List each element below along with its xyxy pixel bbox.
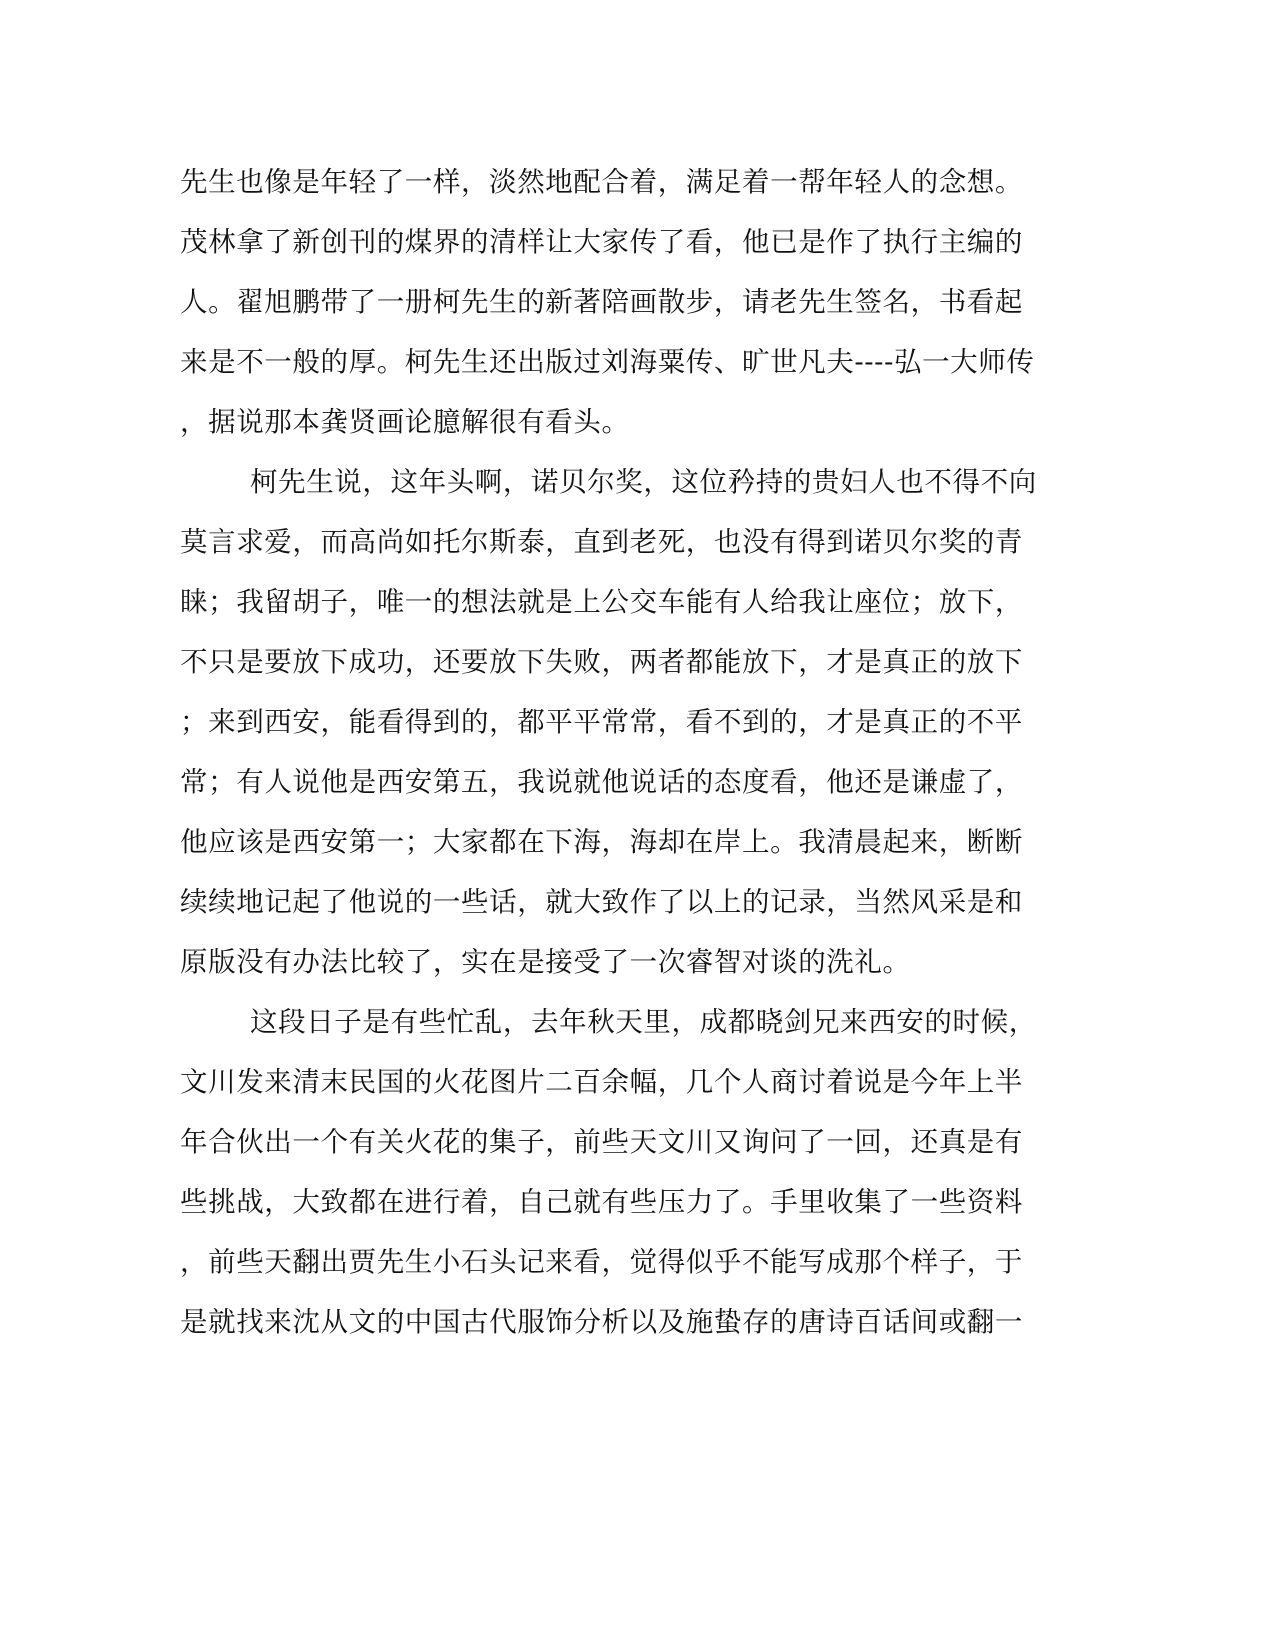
text-line: 常；有人说他是西安第五，我说就他说话的态度看，他还是谦虚了， [180,766,1023,798]
text-line: 不只是要放下成功，还要放下失败，两者都能放下，才是真正的放下 [180,646,1023,678]
text-line: 先生也像是年轻了一样，淡然地配合着，满足着一帮年轻人的念想。 [180,166,1023,198]
text-line: 原版没有办法比较了，实在是接受了一次睿智对谈的洗礼。 [180,946,911,978]
text-line: ，据说那本龚贤画论臆解很有看头。 [180,406,630,438]
body-text [180,152,1040,1352]
text-line: ；来到西安，能看得到的，都平平常常，看不到的，才是真正的不平 [180,706,1023,738]
text-line: 莫言求爱，而高尚如托尔斯泰，直到老死，也没有得到诺贝尔奖的青 [180,526,1023,558]
text-line: 来是不一般的厚。柯先生还出版过刘海粟传、旷世凡夫----弘一大师传 [180,346,1035,378]
text-line: 茂林拿了新创刊的煤界的清样让大家传了看，他已是作了执行主编的 [180,226,1023,258]
text-line: 续续地记起了他说的一些话，就大致作了以上的记录，当然风采是和 [180,886,1023,918]
text-line: 他应该是西安第一；大家都在下海，海却在岸上。我清晨起来，断断 [180,826,1023,858]
paragraph-start-line: 柯先生说，这年头啊，诺贝尔奖，这位矜持的贵妇人也不得不向 [250,466,1037,498]
paragraph-start-line: 这段日子是有些忙乱，去年秋天里，成都晓剑兄来西安的时候， [250,1006,1037,1038]
text-line: 人。翟旭鹏带了一册柯先生的新著陪画散步，请老先生签名，书看起 [180,286,1023,318]
text-line: ，前些天翻出贾先生小石头记来看，觉得似乎不能写成那个样子，于 [180,1246,1023,1278]
text-line: 睐；我留胡子，唯一的想法就是上公交车能有人给我让座位；放下， [180,586,1023,618]
text-line: 些挑战，大致都在进行着，自己就有些压力了。手里收集了一些资料 [180,1186,1023,1218]
text-line: 文川发来清末民国的火花图片二百余幅，几个人商讨着说是今年上半 [180,1066,1023,1098]
text-line: 是就找来沈从文的中国古代服饰分析以及施蛰存的唐诗百话间或翻一 [180,1306,1023,1338]
text-line: 年合伙出一个有关火花的集子，前些天文川又询问了一回，还真是有 [180,1126,1023,1158]
